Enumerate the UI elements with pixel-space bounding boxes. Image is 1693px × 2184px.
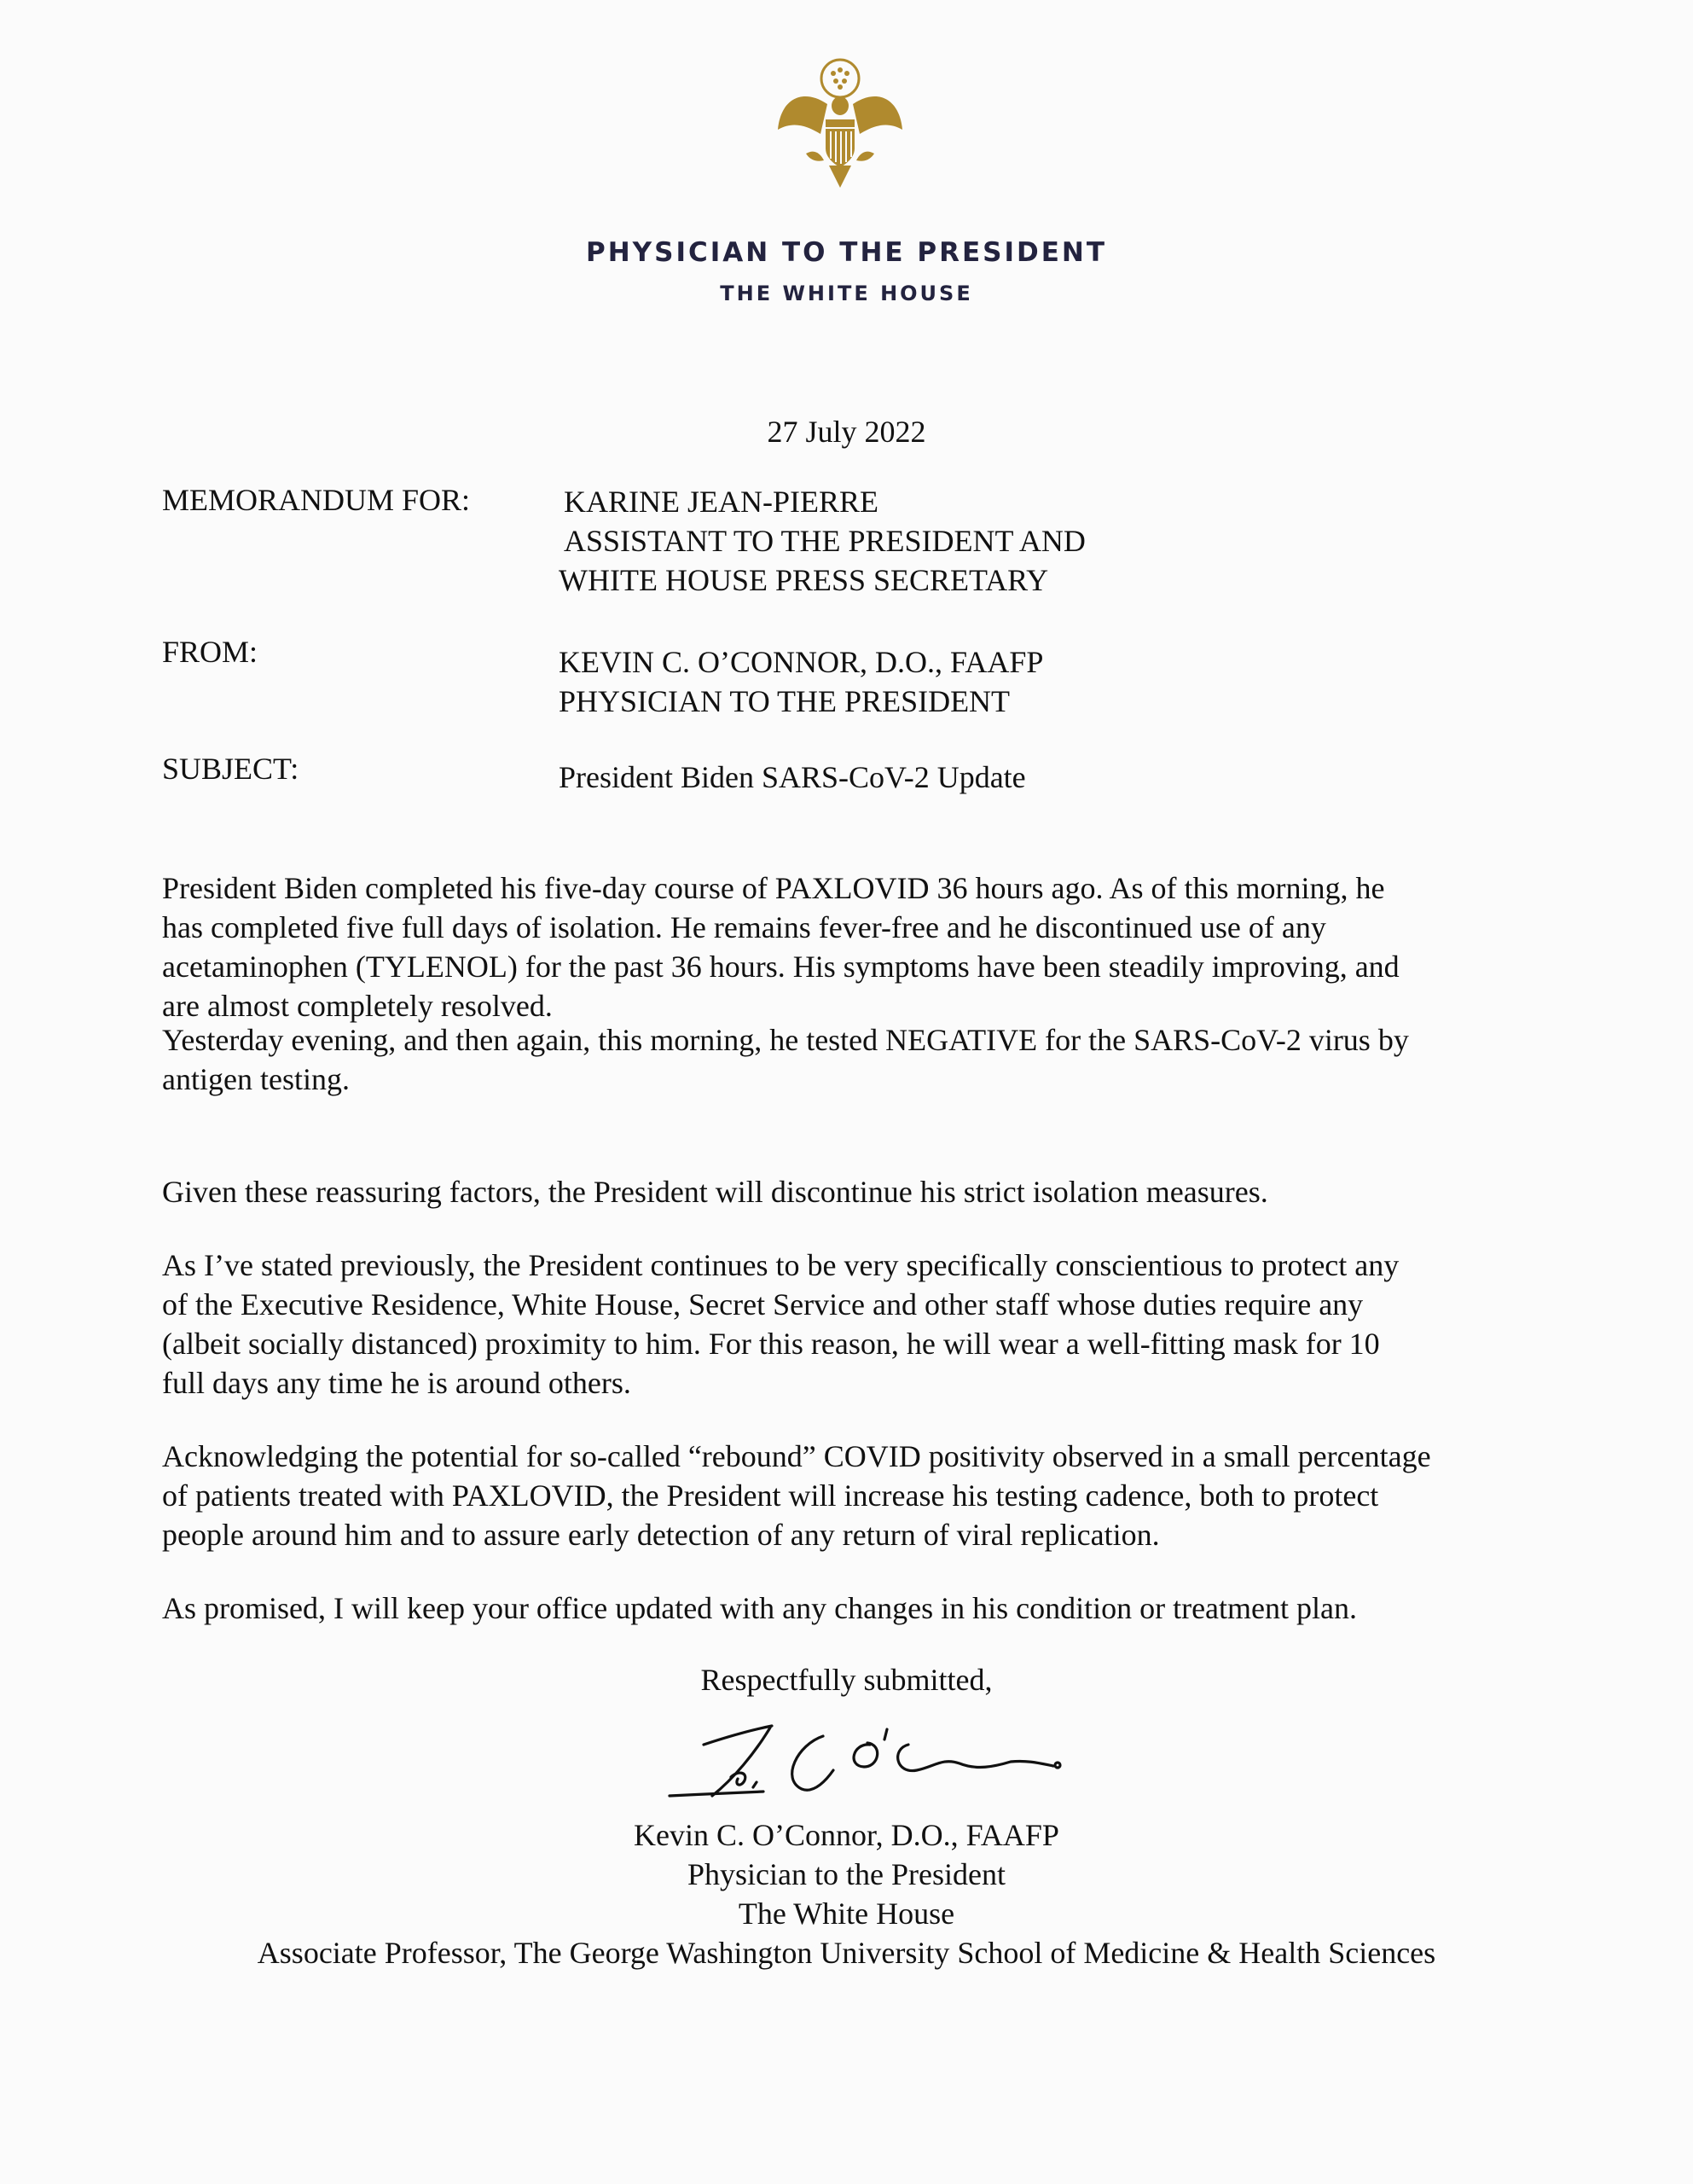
paragraph-line: Given these reassuring factors, the President will discontinue his strict isolation measures.: [162, 1175, 1268, 1209]
handwritten-signature-icon: [652, 1711, 1079, 1809]
paragraph-line: President Biden completed his five-day course of PAXLOVID 36 hours ago. As of this morning, he: [162, 871, 1385, 905]
signatory-office: The White House: [738, 1896, 955, 1931]
paragraph-line: has completed five full days of isolation. He remains fever-free and he discontinued use of any: [162, 910, 1326, 944]
from-label: FROM:: [162, 635, 258, 669]
letterhead-subtitle: THE WHITE HOUSE: [720, 282, 973, 305]
body-paragraph: [162, 1172, 1552, 1211]
subject-label: SUBJECT:: [162, 752, 299, 786]
paragraph-line: of the Executive Residence, White House, Secret Service and other staff whose duties require any: [162, 1287, 1364, 1321]
recipient-line: ASSISTANT TO THE PRESIDENT AND: [564, 524, 1086, 558]
body-paragraph: [162, 1437, 1552, 1554]
paragraph-line: As I’ve stated previously, the President continues to be very specifically conscientious to protect any: [162, 1248, 1400, 1282]
memo-date: 27 July 2022: [767, 415, 926, 449]
signatory-affiliation: Associate Professor, The George Washington University School of Medicine & Health Sciences: [257, 1936, 1436, 1970]
signatory-name: Kevin C. O’Connor, D.O., FAAFP: [634, 1818, 1059, 1852]
closing-text: Respectfully submitted,: [700, 1663, 993, 1697]
paragraph-line: antigen testing.: [162, 1062, 350, 1096]
paragraph-line: As promised, I will keep your office updated with any changes in his condition or treatment plan.: [162, 1591, 1357, 1625]
subject-text: President Biden SARS-CoV-2 Update: [559, 760, 1026, 794]
body-paragraph: [162, 1020, 1552, 1099]
signatory-title: Physician to the President: [687, 1857, 1006, 1891]
subject-value: [559, 758, 1026, 797]
body-paragraph: [162, 1589, 1552, 1628]
recipient-line: WHITE HOUSE PRESS SECRETARY: [559, 563, 1049, 597]
paragraph-line: people around him and to assure early detection of any return of viral replication.: [162, 1518, 1160, 1552]
paragraph-line: acetaminophen (TYLENOL) for the past 36 hours. His symptoms have been steadily improving, and: [162, 950, 1400, 984]
paragraph-line: Acknowledging the potential for so-called “rebound” COVID positivity observed in a small percentage: [162, 1439, 1431, 1473]
from-sender: [559, 642, 1043, 721]
body-paragraph: [162, 1246, 1552, 1403]
memo-for-label: MEMORANDUM FOR:: [162, 483, 471, 517]
great-seal-eagle-icon: [768, 53, 913, 198]
paragraph-line: of patients treated with PAXLOVID, the President will increase his testing cadence, both to protect: [162, 1478, 1379, 1513]
signature-block: [0, 1815, 1693, 1972]
recipient-line: KARINE JEAN-PIERRE: [564, 485, 878, 519]
paragraph-line: are almost completely resolved.: [162, 989, 553, 1023]
sender-line: PHYSICIAN TO THE PRESIDENT: [559, 684, 1011, 718]
paragraph-line: full days any time he is around others.: [162, 1366, 631, 1400]
paragraph-line: Yesterday evening, and then again, this morning, he tested NEGATIVE for the SARS-CoV-2 virus by: [162, 1023, 1409, 1057]
paragraph-line: (albeit socially distanced) proximity to him. For this reason, he will wear a well-fitting mask for 10: [162, 1327, 1380, 1361]
sender-line: KEVIN C. O’CONNOR, D.O., FAAFP: [559, 645, 1044, 679]
memo-for-recipient: [559, 482, 1086, 600]
letterhead-title: PHYSICIAN TO THE PRESIDENT: [586, 237, 1107, 268]
body-paragraph: [162, 868, 1552, 1025]
